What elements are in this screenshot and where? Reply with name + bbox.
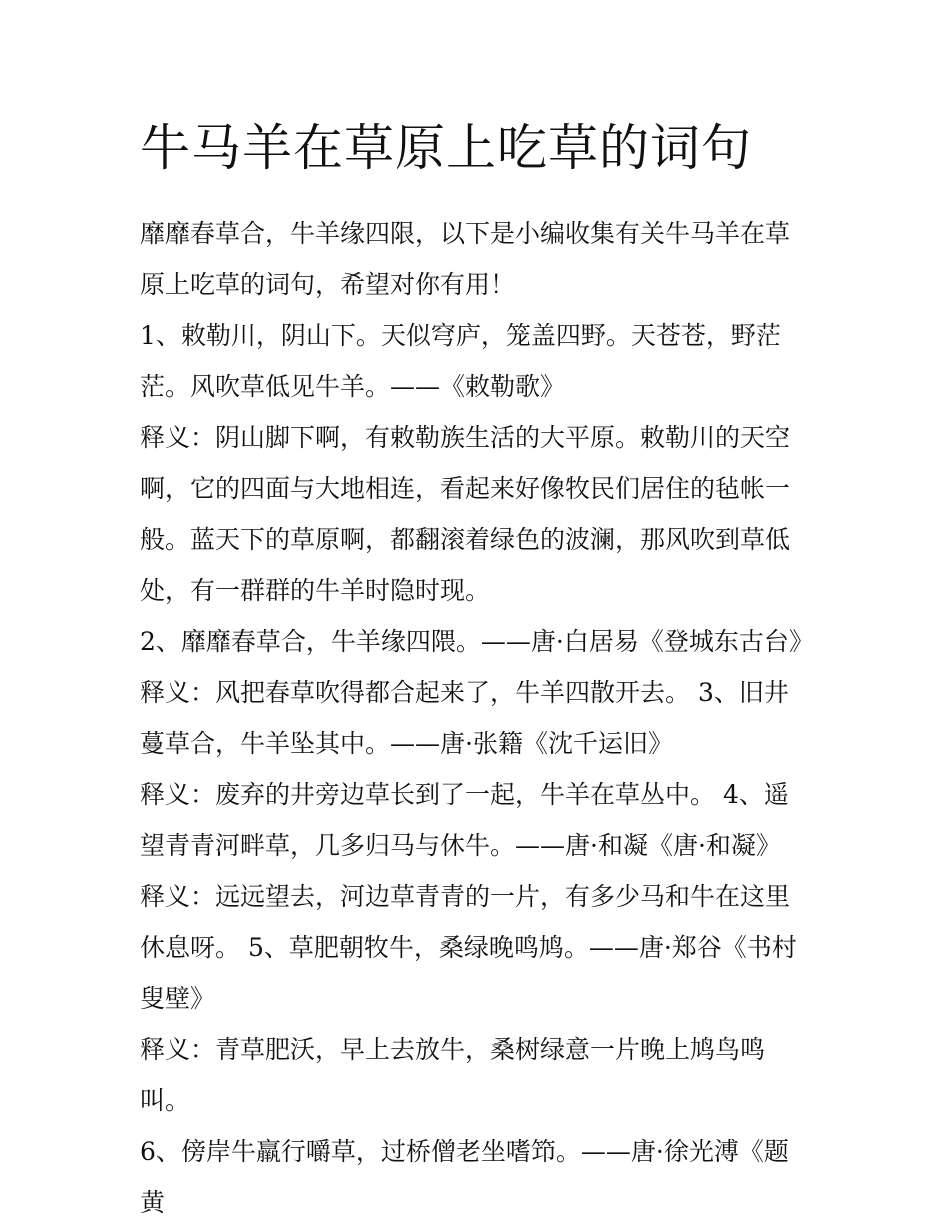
paragraph-poem-6: 6、傍岸牛羸行嚼草，过桥僧老坐嗜笻。——唐·徐光溥《题黄 [140,1137,789,1217]
paragraph-poem-1: 1、敕勒川，阴山下。天似穹庐，笼盖四野。天苍苍，野茫茫。风吹草低见牛羊。——《敕勒歌》 [140,321,781,401]
paragraph-meaning-4: 释义：远远望去，河边草青青的一片，有多少马和牛在这里休息呀。 5、草肥朝牧牛，桑绿晚鸣鸠。——唐·郑谷《书村叟壁》 [140,882,797,1013]
paragraph-meaning-2: 释义：风把春草吹得都合起来了，牛羊四散开去。 3、旧井蔓草合，牛羊坠其中。——唐·张籍《沈千运旧》 [140,678,789,758]
intro-paragraph: 靡靡春草合，牛羊缘四限，以下是小编收集有关牛马羊在草原上吃草的词句，希望对你有用！ [140,219,791,299]
paragraph-poem-2: 2、靡靡春草合，牛羊缘四隈。——唐·白居易《登城东古台》 [140,627,814,656]
paragraph-meaning-1: 释义：阴山脚下啊，有敕勒族生活的大平原。敕勒川的天空啊，它的四面与大地相连，看起来好像牧民们居住的毡帐一般。蓝天下的草原啊，都翻滚着绿色的波澜，那风吹到草低处，有一群群的牛羊时隐时现。 [140,423,791,605]
paragraph-meaning-3: 释义：废弃的井旁边草长到了一起，牛羊在草丛中。 4、遥望青青河畔草，几多归马与休牛。——唐·和凝《唐·和凝》 [140,780,789,860]
paragraph-meaning-5: 释义：青草肥沃，早上去放牛，桑树绿意一片晚上鸠鸟鸣叫。 [140,1035,766,1115]
page-title: 牛马羊在草原上吃草的词句 [140,119,752,177]
document-body [140,208,812,1228]
